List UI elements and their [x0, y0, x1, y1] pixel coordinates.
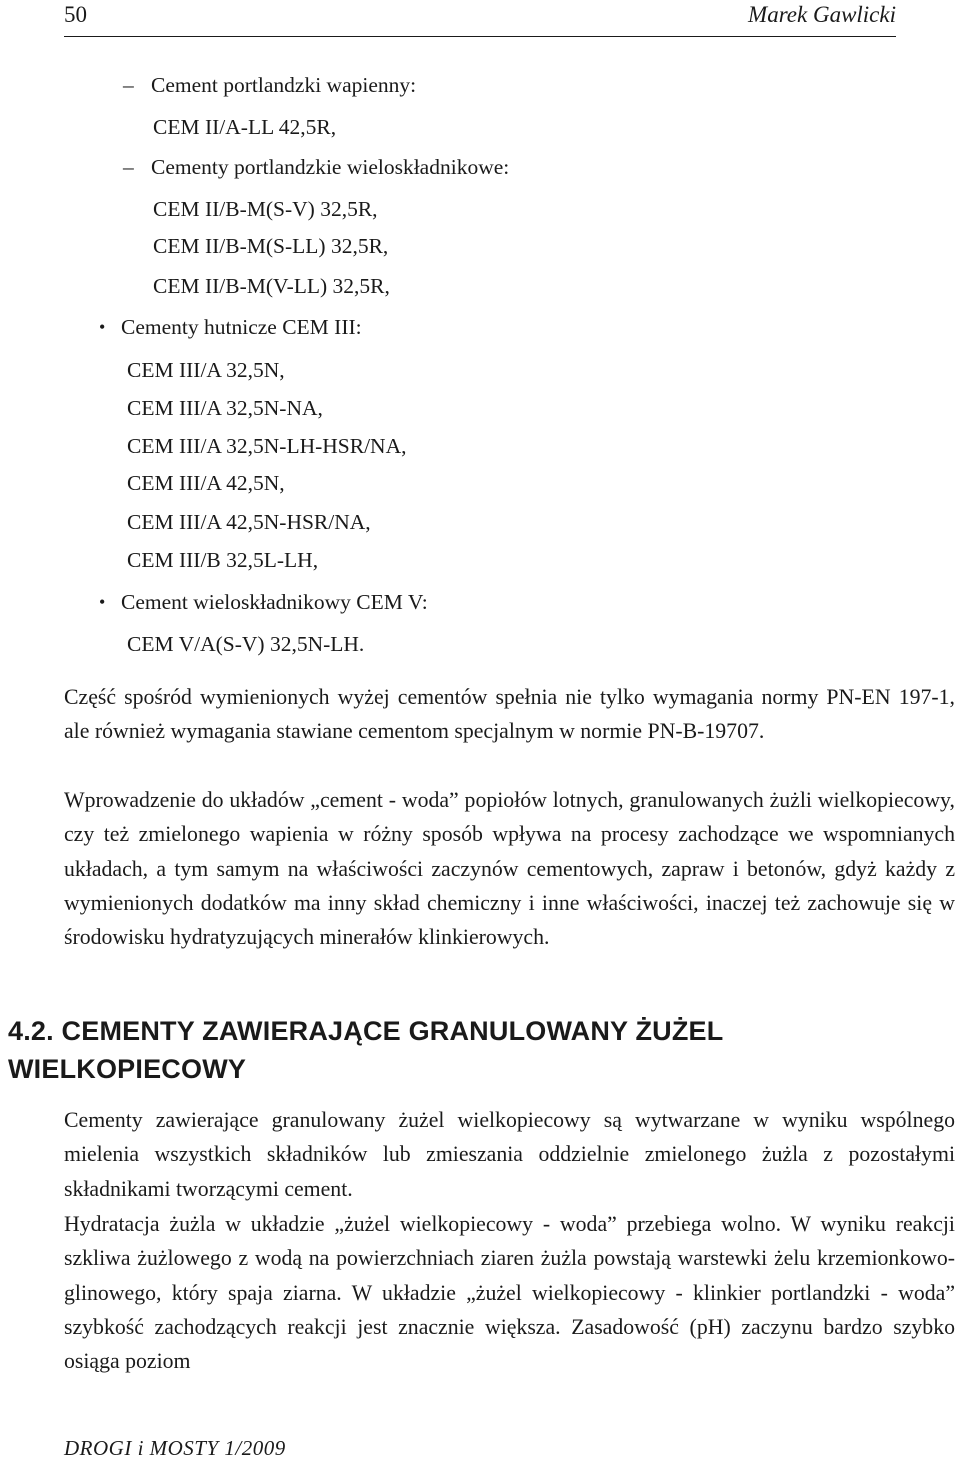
- dash-marker: –: [123, 155, 134, 179]
- list-item-value: CEM III/B 32,5L-LH,: [127, 548, 319, 572]
- body-paragraph: Cementy zawierające granulowany żużel wielkopiecowy są wytwarzane w wyniku wspólnego mielenia wszystkich składników lub zmieszania oddzielnie zmielonego żużla z pozostałymi składnikami tworzącymi cement.: [64, 1108, 955, 1201]
- bullet-marker: •: [99, 317, 106, 337]
- bullet-marker: •: [99, 592, 106, 612]
- list-item-heading: Cementy hutnicze CEM III:: [121, 315, 362, 339]
- header-divider: [64, 36, 896, 37]
- list-item-value: CEM V/A(S-V) 32,5N-LH.: [127, 632, 365, 656]
- section-heading: [8, 1012, 908, 1088]
- list-item-value: CEM II/B-M(S-V) 32,5R,: [153, 197, 378, 221]
- list-item-value: CEM II/B-M(V-LL) 32,5R,: [153, 274, 390, 298]
- body-paragraph: Wprowadzenie do układów „cement - woda” popiołów lotnych, granulowanych żużli wielkopiecowy, czy też zmielonego wapienia w różny sposób wpływa na procesy zachodzące we wspomnianych układach, a tym samym na właściwości zaczynów cementowych, zapraw i betonów, gdyż każdy z wymienionych dodatków ma inny skład chemiczny i inne właściwości, inaczej też zachowuje się w środowisku hydratyzujących minerałów klinkierowych.: [64, 788, 955, 950]
- list-item-value: CEM III/A 32,5N-NA,: [127, 396, 323, 420]
- body-paragraph: Część spośród wymienionych wyżej cementów spełnia nie tylko wymagania normy PN-EN 197-1, ale również wymagania stawiane cementom specjalnym w normie PN-B-19707.: [64, 685, 955, 744]
- body-paragraph: Hydratacja żużla w układzie „żużel wielkopiecowy - woda” przebiega wolno. W wyniku reakcji szkliwa żużlowego z wodą na powierzchniach ziaren żużla powstają warstewki żelu krzemionkowo-glinowego, który spaja ziarna. W układzie „żużel wielkopiecowy - klinkier portlandzki - woda” szybkość zachodzących reakcji jest znacznie większa. Zasadowość (pH) zaczynu bardzo szybko osiąga poziom: [64, 1212, 955, 1374]
- list-item-value: CEM III/A 42,5N,: [127, 471, 285, 495]
- list-item-value: CEM III/A 32,5N-LH-HSR/NA,: [127, 434, 407, 458]
- list-item-heading: Cement wieloskładnikowy CEM V:: [121, 590, 428, 614]
- page-header: [64, 0, 896, 38]
- list-item-value: CEM II/B-M(S-LL) 32,5R,: [153, 234, 389, 258]
- dash-marker: –: [123, 73, 134, 97]
- page-footer: DROGI i MOSTY 1/2009: [64, 1436, 286, 1460]
- page-number: 50: [64, 2, 87, 27]
- list-item-heading: Cementy portlandzkie wieloskładnikowe:: [151, 155, 510, 179]
- list-item-value: CEM II/A-LL 42,5R,: [153, 115, 337, 139]
- section-heading-line: 4.2. CEMENTY ZAWIERAJĄCE GRANULOWANY ŻUŻEL: [8, 1016, 724, 1046]
- list-item-value: CEM III/A 42,5N-HSR/NA,: [127, 510, 371, 534]
- list-item-value: CEM III/A 32,5N,: [127, 358, 285, 382]
- list-item-heading: Cement portlandzki wapienny:: [151, 73, 417, 97]
- section-heading-line: WIELKOPIECOWY: [8, 1054, 247, 1084]
- running-header-author: Marek Gawlicki: [748, 2, 896, 27]
